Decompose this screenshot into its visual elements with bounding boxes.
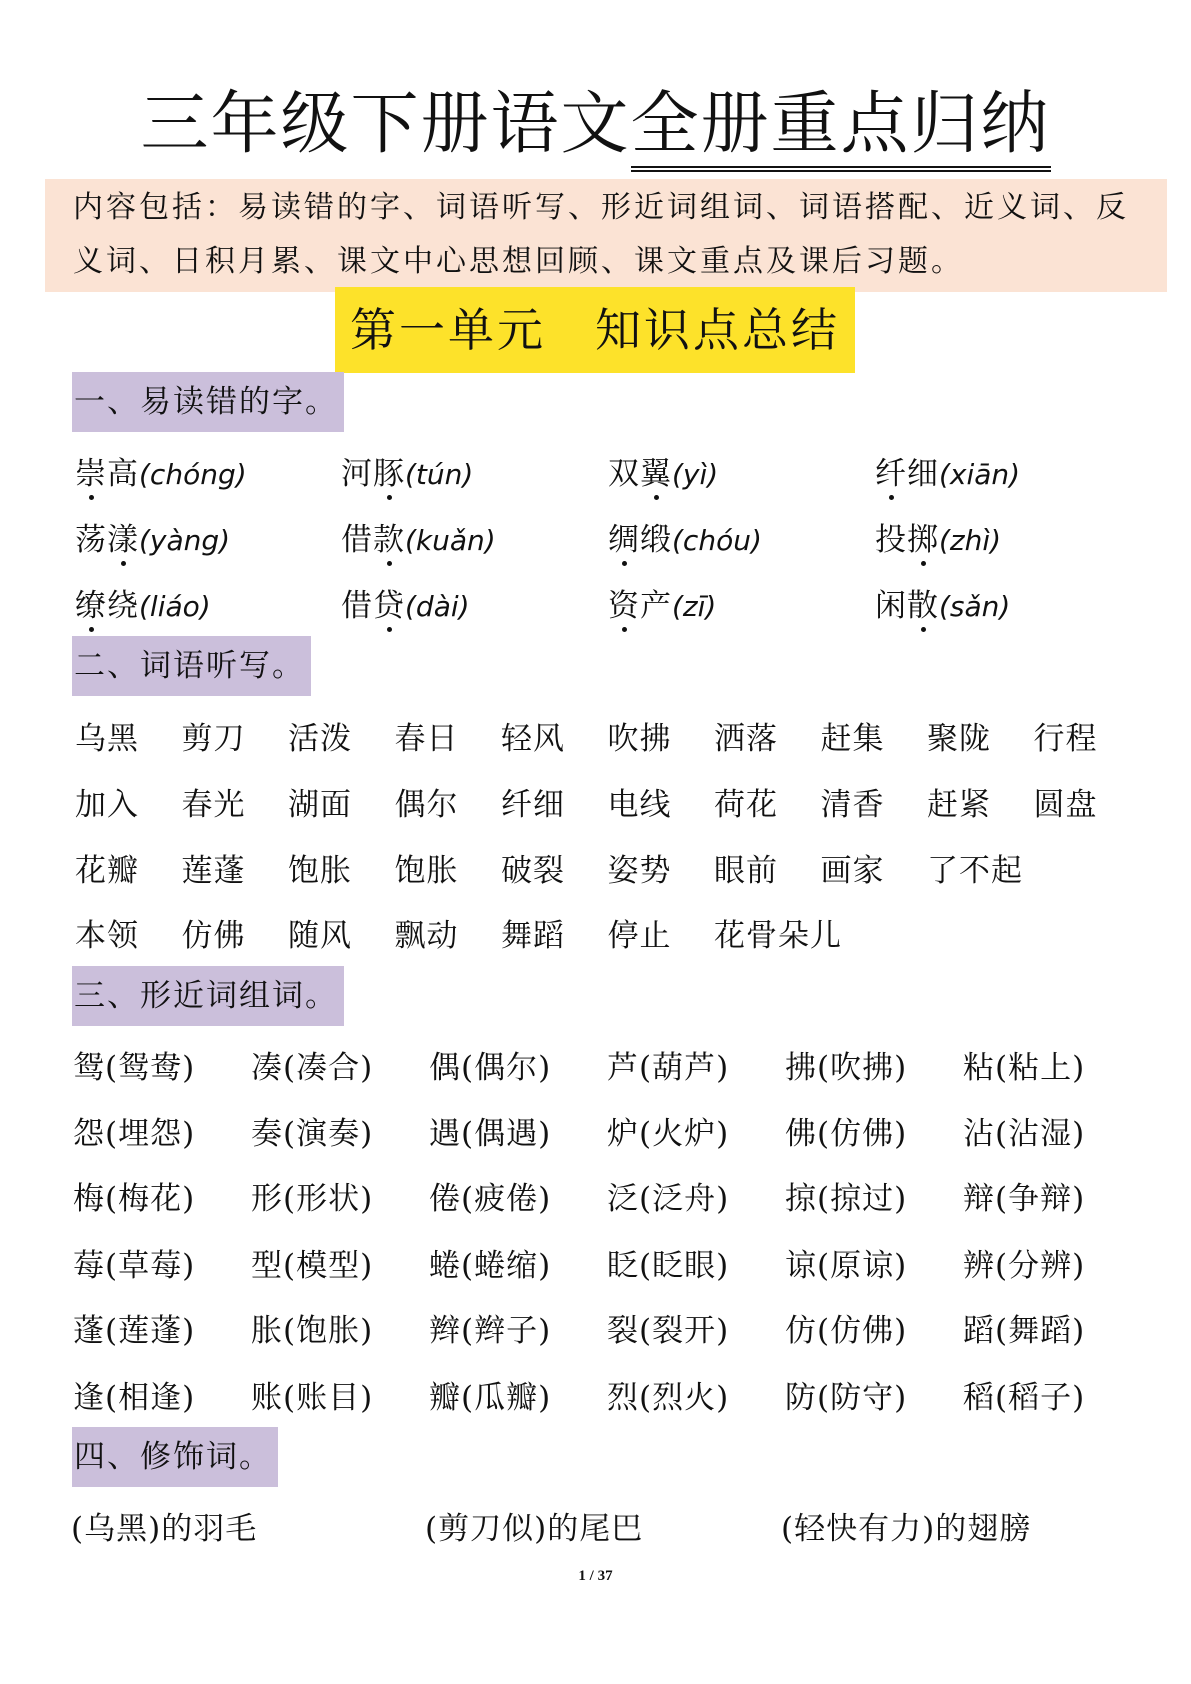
- similar-char-pair: 谅(原谅): [785, 1248, 908, 1284]
- similar-char-pair: 稻(稻子): [963, 1380, 1086, 1416]
- modifier-phrase: (剪刀似)的尾巴: [425, 1511, 644, 1547]
- dictation-word: 莲蓬: [181, 853, 246, 889]
- similar-char-pair: 辩(争辩): [963, 1181, 1086, 1217]
- dictation-word: 吹拂: [607, 721, 672, 757]
- similar-char-pair: 烈(烈火): [607, 1380, 730, 1416]
- dictation-word: 行程: [1033, 721, 1098, 757]
- dictation-word: 活泼: [288, 721, 352, 757]
- similar-char-pair: 胀(饱胀): [251, 1313, 374, 1349]
- emphasized-char: 资: [608, 588, 640, 624]
- title-part2-underlined: 全册重点归纳: [631, 85, 1051, 172]
- pinyin: (sǎn): [939, 590, 1011, 623]
- similar-char-pair: 逢(相逢): [73, 1380, 196, 1416]
- similar-char-pair: 莓(草莓): [73, 1248, 196, 1284]
- pinyin: (zī): [672, 590, 717, 623]
- dictation-word: 了不起: [927, 853, 1023, 889]
- dictation-word: 随风: [288, 918, 352, 954]
- dictation-word: 剪刀: [181, 721, 246, 757]
- misread-word-item: [341, 448, 473, 493]
- dictation-word: 轻风: [501, 721, 565, 757]
- dictation-word: 荷花: [714, 787, 778, 823]
- section-heading-3: 三、形近词组词。: [72, 966, 344, 1026]
- similar-char-pair: 辨(分辨): [963, 1248, 1086, 1284]
- similar-char-pair: 遇(偶遇): [429, 1116, 552, 1152]
- similar-char-pair: 眨(眨眼): [607, 1248, 730, 1284]
- similar-char-pair: 泛(泛舟): [607, 1181, 730, 1217]
- modifier-phrase: (乌黑)的羽毛: [71, 1511, 258, 1547]
- emphasized-char: 崇: [75, 456, 107, 492]
- similar-char-pair: 梅(梅花): [73, 1181, 196, 1217]
- word-suffix: 产: [640, 588, 672, 624]
- dictation-word: 洒落: [714, 721, 778, 757]
- dictation-word: 电线: [607, 787, 672, 823]
- similar-char-pair: 蜷(蜷缩): [429, 1248, 552, 1284]
- word-prefix: 闲: [875, 588, 907, 624]
- emphasized-char: 漾: [107, 522, 139, 558]
- similar-char-pair: 偶(偶尔): [429, 1050, 552, 1086]
- misread-word-item: [875, 448, 1020, 493]
- emphasized-char: 款: [373, 522, 405, 558]
- page-title: [0, 70, 1191, 167]
- dictation-word: 纤细: [501, 787, 565, 823]
- similar-char-pair: 凑(凑合): [251, 1050, 374, 1086]
- pinyin: (yàng): [139, 524, 231, 557]
- misread-word-item: [875, 580, 1010, 625]
- dictation-word: 圆盘: [1033, 787, 1098, 823]
- dictation-word: 加入: [75, 787, 139, 823]
- similar-char-pair: 炉(火炉): [607, 1116, 730, 1152]
- dictation-word: 舞蹈: [501, 918, 565, 954]
- pinyin: (zhì): [939, 524, 1002, 557]
- word-suffix: 缎: [640, 522, 672, 558]
- dictation-word: 偶尔: [394, 787, 459, 823]
- pinyin: (xiān): [939, 458, 1021, 491]
- similar-char-pair: 裂(裂开): [607, 1313, 730, 1349]
- emphasized-char: 纤: [875, 456, 907, 492]
- misread-word-item: [608, 514, 762, 559]
- emphasized-char: 贷: [373, 588, 405, 624]
- word-prefix: 借: [341, 522, 373, 558]
- similar-char-pair: 鸳(鸳鸯): [73, 1050, 196, 1086]
- similar-char-pair: 辫(辫子): [429, 1313, 552, 1349]
- similar-char-pair: 蓬(莲蓬): [73, 1313, 196, 1349]
- word-prefix: 双: [608, 456, 640, 492]
- pinyin: (chóu): [672, 524, 762, 557]
- similar-char-pair: 芦(葫芦): [607, 1050, 730, 1086]
- similar-char-pair: 形(形状): [251, 1181, 374, 1217]
- emphasized-char: 散: [907, 588, 939, 624]
- dictation-word: 清香: [820, 787, 885, 823]
- similar-char-pair: 掠(掠过): [785, 1181, 908, 1217]
- emphasized-char: 豚: [373, 456, 405, 492]
- similar-char-pair: 蹈(舞蹈): [963, 1313, 1086, 1349]
- pinyin: (dài): [405, 590, 470, 623]
- dictation-word: 姿势: [607, 853, 672, 889]
- word-suffix: 高: [107, 456, 139, 492]
- word-prefix: 投: [875, 522, 907, 558]
- word-prefix: 河: [341, 456, 373, 492]
- title-part1: 三年级下册语文: [140, 85, 631, 164]
- dictation-word: 停止: [607, 918, 672, 954]
- similar-char-pair: 账(账目): [251, 1380, 374, 1416]
- misread-word-item: [341, 580, 470, 625]
- page-number: 1 / 37: [578, 1568, 613, 1584]
- pinyin: (tún): [405, 458, 474, 491]
- misread-word-item: [75, 448, 247, 493]
- similar-char-pair: 粘(粘上): [963, 1050, 1086, 1086]
- similar-char-pair: 型(模型): [251, 1248, 374, 1284]
- misread-word-item: [75, 514, 230, 559]
- emphasized-char: 翼: [640, 456, 672, 492]
- misread-word-item: [341, 514, 496, 559]
- dictation-word: 春日: [394, 721, 459, 757]
- pinyin: (yì): [672, 458, 719, 491]
- similar-char-pair: 佛(仿佛): [785, 1116, 908, 1152]
- misread-word-item: [875, 514, 1001, 559]
- similar-char-pair: 沾(沾湿): [963, 1116, 1086, 1152]
- dictation-word: 湖面: [288, 787, 352, 823]
- word-suffix: 绕: [107, 588, 139, 624]
- dictation-word: 画家: [820, 853, 885, 889]
- similar-char-pair: 怨(埋怨): [73, 1116, 196, 1152]
- dictation-word: 饱胀: [394, 853, 459, 889]
- dictation-word: 花骨朵儿: [714, 918, 842, 954]
- section-heading-2: 二、词语听写。: [72, 636, 311, 696]
- unit-heading: 第一单元 知识点总结: [335, 287, 855, 373]
- similar-char-pair: 防(防守): [785, 1380, 908, 1416]
- dictation-word: 春光: [181, 787, 246, 823]
- misread-word-item: [608, 448, 718, 493]
- section-heading-1: 一、易读错的字。: [72, 372, 344, 432]
- dictation-word: 飘动: [394, 918, 459, 954]
- similar-char-pair: 拂(吹拂): [785, 1050, 908, 1086]
- dictation-word: 饱胀: [288, 853, 352, 889]
- word-prefix: 借: [341, 588, 373, 624]
- similar-char-pair: 仿(仿佛): [785, 1313, 908, 1349]
- dictation-word: 眼前: [714, 853, 778, 889]
- word-suffix: 细: [907, 456, 939, 492]
- misread-word-item: [75, 580, 211, 625]
- dictation-word: 本领: [75, 918, 139, 954]
- section-heading-4: 四、修饰词。: [72, 1427, 278, 1487]
- misread-word-item: [608, 580, 716, 625]
- pinyin: (kuǎn): [405, 524, 496, 557]
- dictation-word: 仿佛: [181, 918, 246, 954]
- dictation-word: 赶集: [820, 721, 885, 757]
- similar-char-pair: 瓣(瓜瓣): [429, 1380, 552, 1416]
- word-prefix: 荡: [75, 522, 107, 558]
- similar-char-pair: 奏(演奏): [251, 1116, 374, 1152]
- dictation-word: 花瓣: [75, 853, 139, 889]
- emphasized-char: 缭: [75, 588, 107, 624]
- intro-box: 内容包括：易读错的字、词语听写、形近词组词、词语搭配、近义词、反义词、日积月累、课文中心思想回顾、课文重点及课后习题。: [45, 179, 1167, 292]
- dictation-word: 聚陇: [927, 721, 991, 757]
- pinyin: (chóng): [139, 458, 247, 491]
- dictation-word: 赶紧: [927, 787, 991, 823]
- dictation-word: 乌黑: [75, 721, 139, 757]
- emphasized-char: 掷: [907, 522, 939, 558]
- dictation-word: 破裂: [501, 853, 565, 889]
- pinyin: (liáo): [139, 590, 211, 623]
- similar-char-pair: 倦(疲倦): [429, 1181, 552, 1217]
- emphasized-char: 绸: [608, 522, 640, 558]
- modifier-phrase: (轻快有力)的翅膀: [781, 1511, 1032, 1547]
